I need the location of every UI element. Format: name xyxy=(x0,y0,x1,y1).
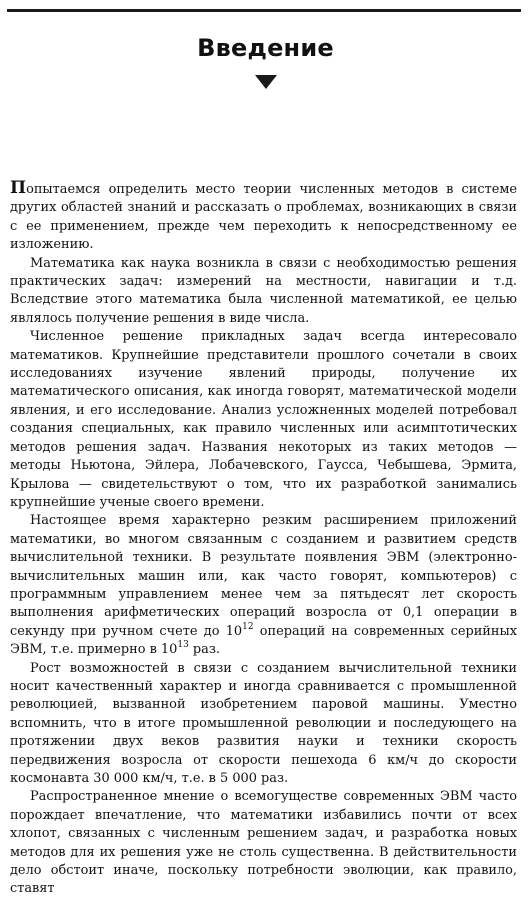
paragraph: Математика как наука возникла в связи с необходимостью решения практических задач: измерений на местности, навигации и т.д. Вследствие этого математика была численной математикой, ее целью являлось получение решения в виде числа. xyxy=(10,255,517,326)
body-text xyxy=(10,178,517,899)
paragraph: Распространенное мнение о всемогуществе современных ЭВМ часто порождает впечатление, что математики избавились почти от всех хлопот, связанных с численным решением задач, и разработка новых методов для их решения уже не столь существенна. В действительности дело обстоит иначе, поскольку потребности эволюции, как правило, ставят xyxy=(10,789,517,897)
paragraph xyxy=(10,178,517,255)
paragraph xyxy=(10,512,517,659)
exponent: 12 xyxy=(242,621,254,632)
paragraph-text: Настоящее время характерно резким расширением приложений математики, во многом связанным с созданием и развитием средств вычислительной техники. В результате появления ЭВМ (электронно-вычислительных машин или, как часто говорят, компьютеров) с программным управлением менее чем за пятьдесят лет скорость выполнения арифметических операций возросла от 0,1 операции в секунду при ручном счете до 10 xyxy=(10,513,517,639)
exponent: 13 xyxy=(177,640,189,651)
header-rule xyxy=(7,9,521,12)
paragraph: Рост возможностей в связи с созданием вычислительной техники носит качественный характер и иногда сравнивается с промышленной революцией, вызванной изобретением паровой машины. Уместно вспомнить, что в итоге промышленной революции и последующего на протяжении двух веков развития науки и техники скорость передвижения возросла от скорости пешехода 6 км/ч до скорости космонавта 30 000 км/ч, т.е. в 5 000 раз. xyxy=(10,660,517,786)
drop-cap: П xyxy=(10,178,27,198)
chapter-title: Введение xyxy=(197,34,334,62)
paragraph-text: операций на современных серийных ЭВМ, т.е. примерно в 10 xyxy=(10,623,517,658)
paragraph-text: раз. xyxy=(188,642,220,658)
paragraph: Численное решение прикладных задач всегда интересовало математиков. Крупнейшие представители прошлого сочетали в своих исследованиях изучение явлений природы, получение их математического описания, как иногда говорят, математической модели явления, и его исследование. Анализ усложненных моделей потребовал создания специальных, как правило численных или асимптотических методов решения задач. Названия некоторых из таких методов — методы Ньютона, Эйлера, Лобачевского, Гаусса, Чебышева, Эрмита, Крылова — свидетельствуют о том, что их разработкой занимались крупнейшие ученые своего времени. xyxy=(10,329,517,510)
triangle-marker-icon xyxy=(255,75,277,89)
paragraph-text: опытаемся определить место теории численных методов в системе других областей знаний и рассказать о проблемах, возникающих в связи с ее применением, прежде чем переходить к непосредственному ее изложению. xyxy=(10,182,517,253)
